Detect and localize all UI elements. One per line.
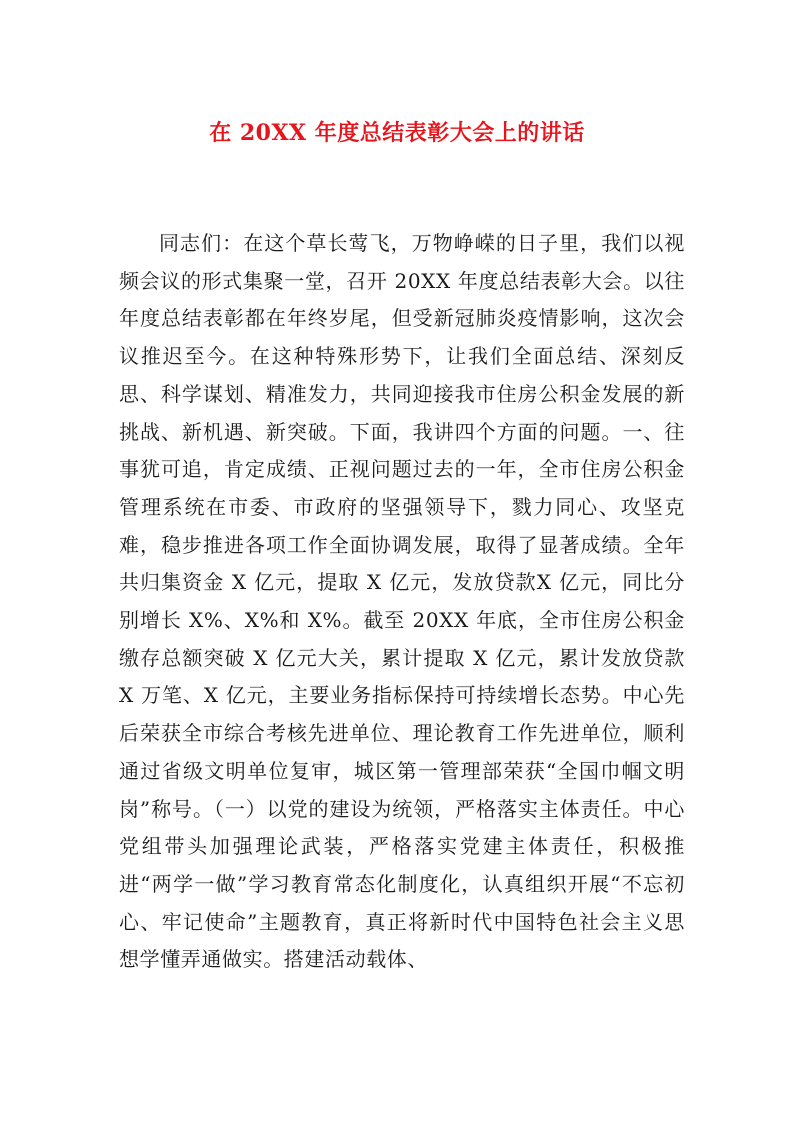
document-title: 在 20XX 年度总结表彰大会上的讲话 — [209, 119, 585, 146]
document-body: 同志们：在这个草长莺飞，万物峥嵘的日子里，我们以视频会议的形式集聚一堂，召开 20XX 年度总结表彰大会。以往年度总结表彰都在年终岁尾，但受新冠肺炎疫情影响，这次会议推迟至今。在这种特殊形势下，让我们全面总结、深刻反思、科学谋划、精准发力，共同迎接我市住房公积金发展的新挑战、新机遇、新突破。下面，我讲四个方面的问题。一、往事犹可追，肯定成绩、正视问题过去的一年，全市住房公积金管理系统在市委、市政府的坚强领导下，戮力同心、攻坚克难，稳步推进各项工作全面协调发展，取得了显著成绩。全年共归集资金 X 亿元，提取 X 亿元，发放贷款X 亿元，同比分别增长 X%、X%和 X%。截至 20XX 年底，全市住房公积金缴存总额突破 X 亿元大关，累计提取 X 亿元，累计发放贷款 X 万笔、X 亿元，主要业务指标保持可持续增长态势。中心先后荣获全市综合考核先进单位、理论教育工作先进单位，顺利通过省级文明单位复审，城区第一管理部荣获“全国巾帼文明岗”称号。（一）以党的建设为统领，严格落实主体责任。中心党组带头加强理论武装，严格落实党建主体责任，积极推进“两学一做”学习教育常态化制度化，认真组织开展“不忘初心、牢记使命”主题教育，真正将新时代中国特色社会主义思想学懂弄通做实。搭建活动载体、 — [119, 231, 685, 972]
